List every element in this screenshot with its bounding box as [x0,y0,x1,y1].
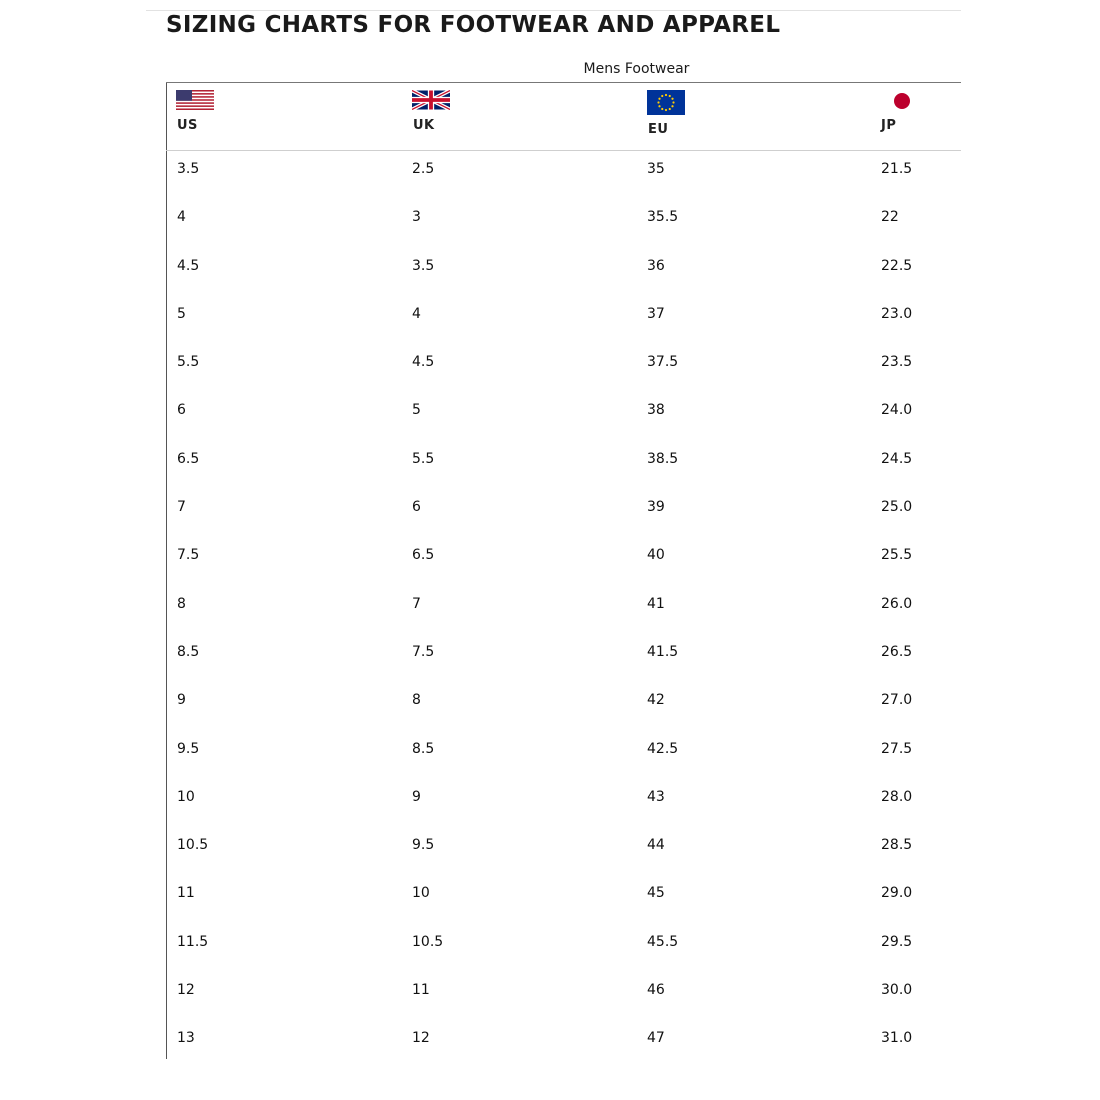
size-cell-eu: 35 [647,161,665,177]
size-cell-jp: 26.0 [881,595,913,612]
us-flag-icon [176,90,214,110]
table-row [166,634,961,682]
size-cell-jp: 27.0 [881,692,913,709]
size-cell-us: 9.5 [177,740,200,757]
size-cell-us: 4 [177,209,186,226]
size-cell-us: 9 [177,692,186,709]
size-cell-eu: 41.5 [647,643,679,660]
size-cell-us: 12 [177,982,195,999]
table-row [166,827,961,875]
size-cell-jp: 24.5 [881,450,913,467]
size-cell-uk: 6 [412,499,421,516]
size-cell-us: 11.5 [177,933,209,950]
size-cell-uk: 5 [412,402,421,419]
size-cell-us: 7 [177,499,186,516]
size-cell-uk: 2.5 [412,161,435,177]
size-cell-eu: 44 [647,837,665,854]
table-row [166,441,961,489]
size-cell-eu: 41 [647,595,665,612]
header-cell-uk [401,83,636,150]
table-row [166,1020,961,1068]
size-cell-us: 5 [177,305,186,322]
size-cell-uk: 7.5 [412,643,435,660]
size-cell-uk: 3.5 [412,257,435,274]
size-cell-us: 5.5 [177,354,200,371]
size-cell-uk: 7 [412,595,421,612]
size-cell-eu: 43 [647,788,665,805]
table-row [166,924,961,972]
size-cell-us: 13 [177,1030,195,1047]
table-row [166,586,961,634]
table-row [166,731,961,779]
size-cell-jp: 28.5 [881,837,913,854]
size-cell-us: 8 [177,595,186,612]
size-cell-us: 11 [177,885,195,902]
size-cell-jp: 25.5 [881,547,913,564]
table-row [166,344,961,392]
size-cell-jp: 29.5 [881,933,913,950]
size-cell-eu: 40 [647,547,665,564]
size-cell-eu: 47 [647,1030,665,1047]
eu-flag-icon [647,90,685,115]
size-cell-uk: 9.5 [412,837,435,854]
japan-flag-icon [893,92,911,110]
size-cell-uk: 3 [412,209,421,226]
header-cell-us [166,83,401,150]
table-row [166,682,961,730]
page-title: SIZING CHARTS FOR FOOTWEAR AND APPAREL [166,12,781,38]
size-cell-uk: 10.5 [412,933,444,950]
size-cell-jp: 22 [881,209,899,226]
size-cell-uk: 4 [412,305,421,322]
table-row [166,779,961,827]
size-cell-us: 6 [177,402,186,419]
table-row [166,489,961,537]
size-cell-eu: 37 [647,305,665,322]
size-cell-jp: 30.0 [881,982,913,999]
size-cell-us: 3.5 [177,161,200,177]
size-cell-us: 6.5 [177,450,200,467]
size-cell-eu: 38 [647,402,665,419]
table-row [166,296,961,344]
size-cell-jp: 24.0 [881,402,913,419]
size-cell-uk: 4.5 [412,354,435,371]
size-cell-uk: 9 [412,788,421,805]
size-cell-us: 7.5 [177,547,200,564]
size-cell-jp: 23.5 [881,354,913,371]
header-label-uk: UK [413,118,435,133]
size-cell-uk: 11 [412,982,430,999]
table-caption: Mens Footwear [166,56,961,83]
size-cell-eu: 42 [647,692,665,709]
size-cell-eu: 45.5 [647,933,679,950]
table-row [166,248,961,296]
size-cell-eu: 36 [647,257,665,274]
table-row [166,972,961,1020]
size-cell-uk: 12 [412,1030,430,1047]
size-cell-eu: 46 [647,982,665,999]
size-cell-eu: 35.5 [647,209,679,226]
header-label-eu: EU [648,122,669,137]
size-cell-us: 10.5 [177,837,209,854]
table-row [166,537,961,585]
size-cell-eu: 42.5 [647,740,679,757]
top-divider [146,10,961,11]
size-cell-jp: 26.5 [881,643,913,660]
table-row [166,151,961,199]
size-cell-us: 10 [177,788,195,805]
size-cell-us: 8.5 [177,643,200,660]
size-cell-uk: 8 [412,692,421,709]
table-row [166,392,961,440]
size-cell-eu: 37.5 [647,354,679,371]
size-cell-uk: 10 [412,885,430,902]
size-cell-us: 4.5 [177,257,200,274]
size-cell-jp: 29.0 [881,885,913,902]
size-cell-uk: 5.5 [412,450,435,467]
size-cell-eu: 45 [647,885,665,902]
size-cell-jp: 28.0 [881,788,913,805]
header-label-jp: JP [881,118,897,133]
size-cell-uk: 8.5 [412,740,435,757]
size-cell-uk: 6.5 [412,547,435,564]
size-cell-jp: 21.5 [881,161,913,177]
header-cell-jp [871,83,961,150]
size-cell-eu: 39 [647,499,665,516]
uk-flag-icon [412,90,450,110]
sizing-table [166,56,961,1069]
table-body [166,151,961,1069]
size-cell-jp: 27.5 [881,740,913,757]
size-cell-jp: 22.5 [881,257,913,274]
size-cell-jp: 25.0 [881,499,913,516]
size-cell-jp: 23.0 [881,305,913,322]
header-cell-eu [636,83,871,150]
table-row [166,875,961,923]
size-cell-eu: 38.5 [647,450,679,467]
header-label-us: US [177,118,198,133]
table-row [166,199,961,247]
size-cell-jp: 31.0 [881,1030,913,1047]
table-header-row [166,83,961,151]
